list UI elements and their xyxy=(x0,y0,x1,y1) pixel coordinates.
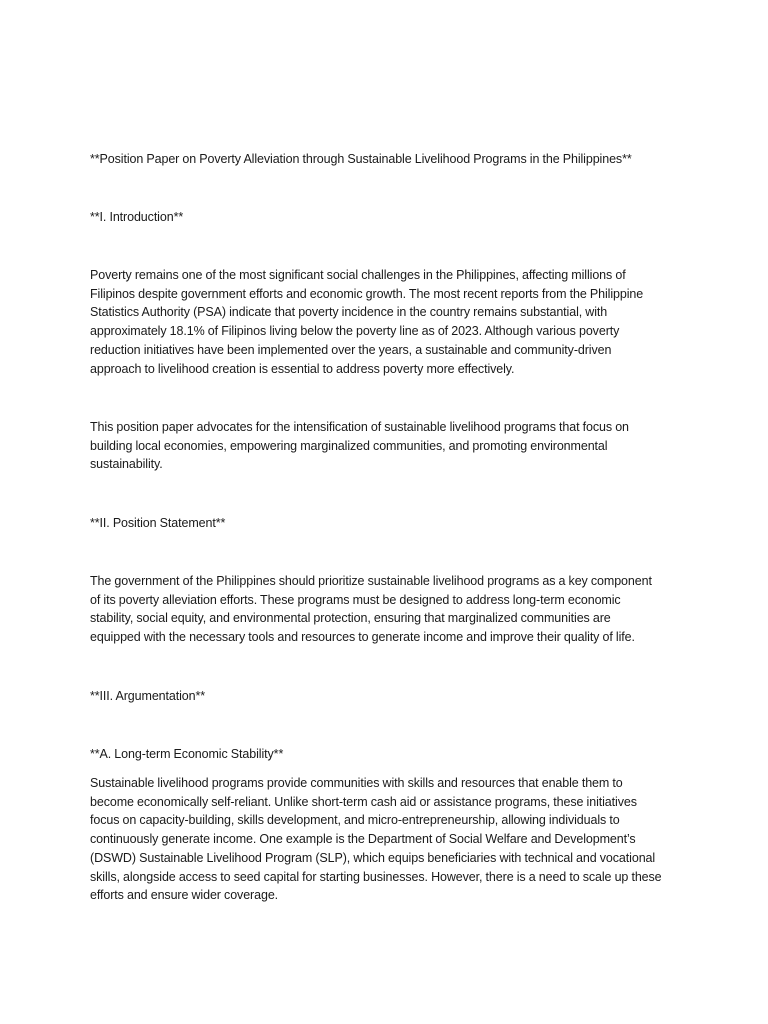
paragraph-line: stability, social equity, and environmental protection, ensuring that marginalized communities are xyxy=(90,611,611,626)
paragraph-line: approximately 18.1% of Filipinos living below the poverty line as of 2023. Although various poverty xyxy=(90,324,620,339)
paragraph-line: The government of the Philippines should prioritize sustainable livelihood programs as a key component xyxy=(90,574,652,588)
paragraph-line: sustainability. xyxy=(90,457,163,472)
paragraph-line: skills, alongside access to seed capital for starting businesses. However, there is a need to scale up these xyxy=(90,869,662,884)
paragraph-line: Sustainable livelihood programs provide communities with skills and resources that enable them to xyxy=(90,776,623,790)
position-statement-heading: **II. Position Statement** xyxy=(90,516,226,530)
introduction-heading: **I. Introduction** xyxy=(90,210,184,224)
argumentation-heading: **III. Argumentation** xyxy=(90,689,206,703)
paragraph-line: focus on capacity-building, skills development, and micro-entrepreneurship, allowing individuals to xyxy=(90,813,620,828)
introduction-paragraph-1 xyxy=(90,266,690,378)
paragraph-line: continuously generate income. One example is the Department of Social Welfare and Development’s xyxy=(90,832,636,847)
subsection-a-heading: **A. Long-term Economic Stability** xyxy=(90,747,284,761)
paragraph-line: This position paper advocates for the intensification of sustainable livelihood programs that focus on xyxy=(90,420,629,434)
paragraph-line: Poverty remains one of the most significant social challenges in the Philippines, affecting millions of xyxy=(90,268,626,282)
paragraph-line: (DSWD) Sustainable Livelihood Program (SLP), which equips beneficiaries with technical and vocational xyxy=(90,850,656,865)
paragraph-line: reduction initiatives have been implemented over the years, a sustainable and community-driven xyxy=(90,342,612,357)
paragraph-line: become economically self-reliant. Unlike short-term cash aid or assistance programs, these initiatives xyxy=(90,794,637,809)
paragraph-line: efforts and ensure wider coverage. xyxy=(90,888,279,903)
paragraph-line: equipped with the necessary tools and resources to generate income and improve their quality of life. xyxy=(90,630,635,645)
introduction-paragraph-2 xyxy=(90,418,690,474)
paragraph-line: building local economies, empowering marginalized communities, and promoting environmental xyxy=(90,438,608,453)
paragraph-line: of its poverty alleviation efforts. These programs must be designed to address long-term economic xyxy=(90,592,621,607)
paragraph-line: Filipinos despite government efforts and economic growth. The most recent reports from the Philippine xyxy=(90,286,644,301)
position-statement-paragraph xyxy=(90,572,690,647)
paragraph-line: approach to livelihood creation is essential to address poverty more effectively. xyxy=(90,361,515,376)
subsection-a-paragraph xyxy=(90,774,690,905)
document-title: **Position Paper on Poverty Alleviation through Sustainable Livelihood Programs in the Philippines** xyxy=(90,152,632,166)
paragraph-line: Statistics Authority (PSA) indicate that poverty incidence in the country remains substantial, with xyxy=(90,305,608,320)
